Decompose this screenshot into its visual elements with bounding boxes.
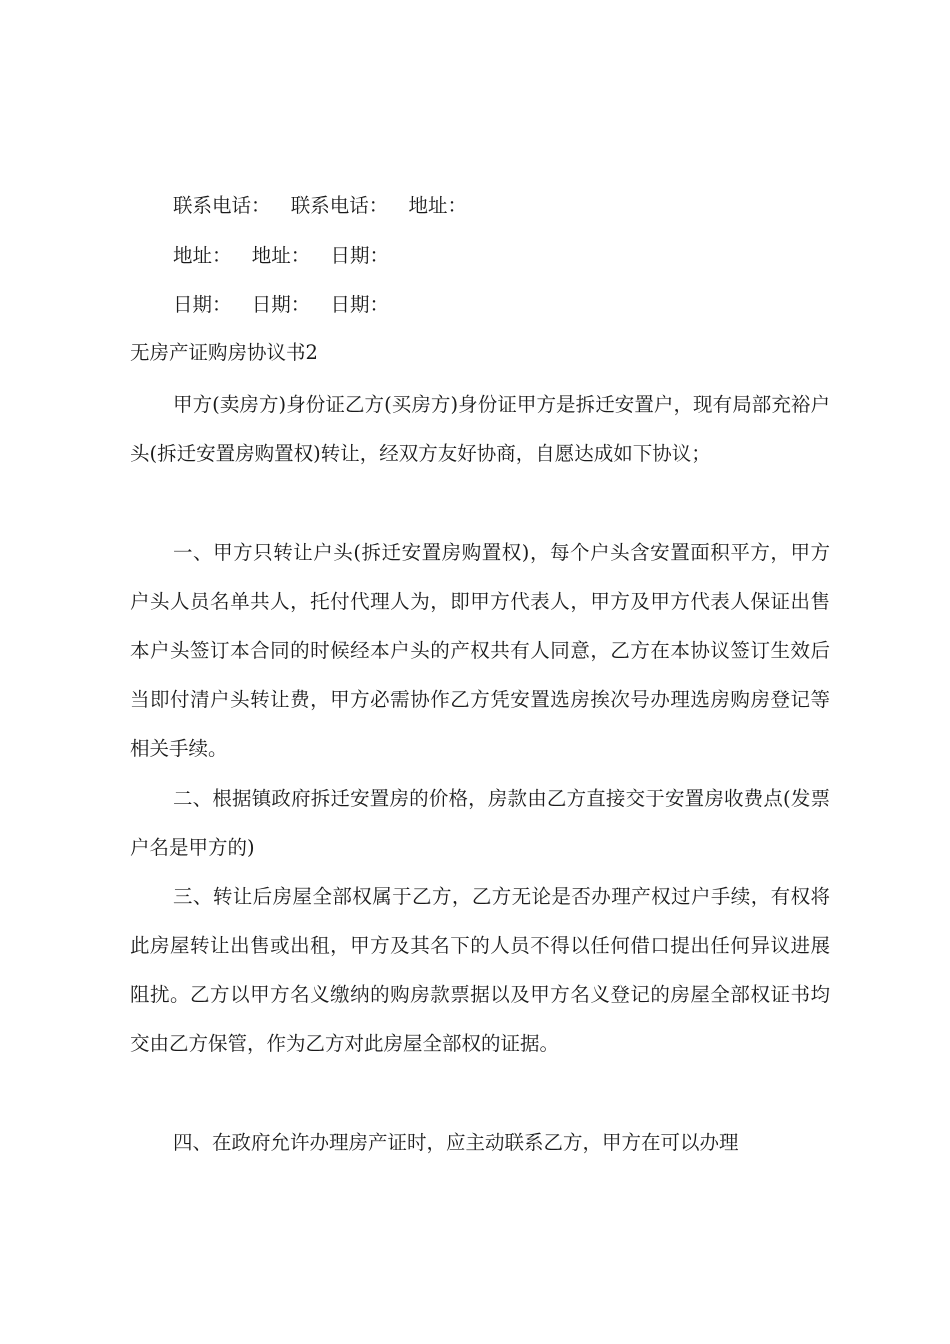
paragraph-clause-3: 三、转让后房屋全部权属于乙方，乙方无论是否办理产权过户手续，有权将此房屋转让出售或出租，甲方及其名下的人员不得以任何借口提出任何异议进展阻扰。乙方以甲方名义缴纳的购房款票据以及甲方名义登记的房屋全部权证书均交由乙方保管，作为乙方对此房屋全部权的证据。 [130, 885, 830, 1055]
contact-row-3 [173, 292, 873, 318]
contact-label: 联系电话： [290, 194, 389, 217]
contact-label: 地址： [408, 194, 467, 217]
contact-label: 地址： [251, 244, 311, 267]
contact-label: 日期： [330, 293, 389, 316]
document-title: 无房产证购房协议书2 [130, 341, 318, 364]
paragraph-clause-4: 四、在政府允许办理房产证时，应主动联系乙方，甲方在可以办理 [173, 1131, 739, 1154]
contact-label: 联系电话： [173, 194, 271, 217]
contact-label: 日期： [173, 293, 232, 316]
contact-label: 地址： [173, 244, 232, 267]
paragraph-clause-2: 二、根据镇政府拆迁安置房的价格，房款由乙方直接交于安置房收费点(发票户名是甲方的) [130, 787, 830, 859]
contact-label: 日期： [330, 244, 389, 267]
contact-row-2 [173, 243, 873, 269]
paragraph-intro: 甲方(卖房方)身份证乙方(买房方)身份证甲方是拆迁安置户，现有局部充裕户头(拆迁安置房购置权)转让，经双方友好协商，自愿达成如下协议； [130, 393, 830, 465]
contact-label: 日期： [251, 293, 311, 316]
paragraph-clause-1: 一、甲方只转让户头(拆迁安置房购置权)，每个户头含安置面积平方，甲方户头人员名单共人，托付代理人为，即甲方代表人，甲方及甲方代表人保证出售本户头签订本合同的时候经本户头的产权共有人同意，乙方在本协议签订生效后当即付清户头转让费，甲方必需协作乙方凭安置选房挨次号办理选房购房登记等相关手续。 [130, 541, 830, 760]
contact-row-1 [173, 193, 873, 219]
